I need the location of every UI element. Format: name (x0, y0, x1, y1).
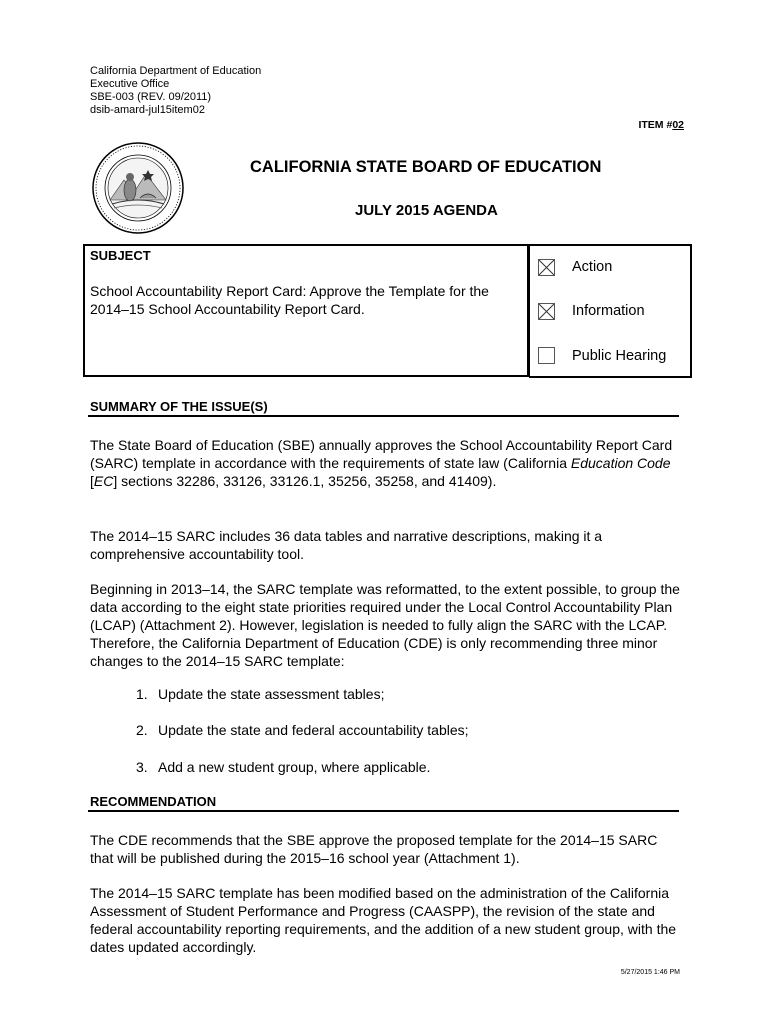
list-item-text: Update the state and federal accountability tables; (158, 722, 469, 738)
summary-p1-text-b: [ (90, 473, 94, 489)
form-number-line: SBE-003 (REV. 09/2011) (90, 91, 212, 103)
agenda-heading: JULY 2015 AGENDA (355, 202, 498, 219)
list-item (136, 759, 430, 775)
information-label: Information (572, 303, 645, 319)
summary-divider (88, 415, 679, 417)
public-hearing-label: Public Hearing (572, 348, 667, 364)
subject-heading: SUBJECT (90, 248, 151, 263)
recommendation-heading: RECOMMENDATION (90, 794, 217, 809)
document-header (90, 65, 261, 117)
subject-text: School Accountability Report Card: Approve the Template for the 2014–15 School Accountability Report Card. (90, 283, 489, 317)
list-item-number: 3. (136, 759, 148, 775)
recommendation-paragraph-2: The 2014–15 SARC template has been modified based on the administration of the California Assessment of Student Performance and Progress (CAASPP), the revision of the state and federal accountability reporting requirements, and the addition of a new student group, with the dates updated accordingly. (90, 885, 677, 955)
public-hearing-checkbox[interactable] (538, 347, 555, 364)
summary-p1-citation-abbr: EC (93, 473, 114, 489)
recommendation-divider (88, 810, 679, 812)
footer-timestamp: 5/27/2015 1:46 PM (620, 969, 680, 976)
document-id-line: dsib-amard-jul15item02 (90, 104, 205, 116)
list-item (136, 686, 384, 702)
department-line: California Department of Education (90, 65, 262, 77)
summary-p1-citation: Education Code (570, 455, 671, 471)
item-number-value: 02 (672, 119, 684, 131)
list-item-text: Add a new student group, where applicable. (158, 759, 431, 775)
information-checkbox[interactable] (538, 303, 555, 320)
summary-paragraph-2: The 2014–15 SARC includes 36 data tables and narrative descriptions, making it a comprehensive accountability tool. (90, 528, 603, 562)
recommendation-paragraph-1: The CDE recommends that the SBE approve the proposed template for the 2014–15 SARC that will be published during the 2015–16 school year (Attachment 1). (90, 832, 658, 866)
list-item-text: Update the state assessment tables; (158, 686, 385, 702)
list-item (136, 722, 469, 738)
summary-paragraph-3: Beginning in 2013–14, the SARC template was reformatted, to the extent possible, to group the data according to the eight state priorities required under the Local Control Accountability Plan (LCAP) (Attachment 2). However, legislation is needed to fully align the SARC with the LCAP. Therefore, the California Department of Education (CDE) is only recommending three minor changes to the 2014–15 SARC template: (90, 581, 680, 669)
office-line: Executive Office (90, 78, 170, 90)
summary-p1-text: The State Board of Education (SBE) annually approves the School Accountability Report Card (SARC) template in accordance with the requirements of state law (California (90, 437, 673, 471)
list-item-number: 2. (136, 722, 148, 738)
checked-x-icon (539, 304, 554, 319)
action-label: Action (572, 259, 613, 275)
state-seal-icon (90, 140, 186, 236)
summary-paragraph-1 (90, 436, 680, 490)
checked-x-icon (539, 260, 554, 275)
item-number (638, 119, 684, 131)
item-label: ITEM # (638, 119, 673, 131)
page-title: CALIFORNIA STATE BOARD OF EDUCATION (250, 158, 602, 176)
summary-heading: SUMMARY OF THE ISSUE(S) (90, 399, 268, 414)
list-item-number: 1. (136, 686, 148, 702)
action-checkbox[interactable] (538, 259, 555, 276)
summary-p1-text-c: ] sections 32286, 33126, 33126.1, 35256, 35258, and 41409). (113, 473, 497, 489)
